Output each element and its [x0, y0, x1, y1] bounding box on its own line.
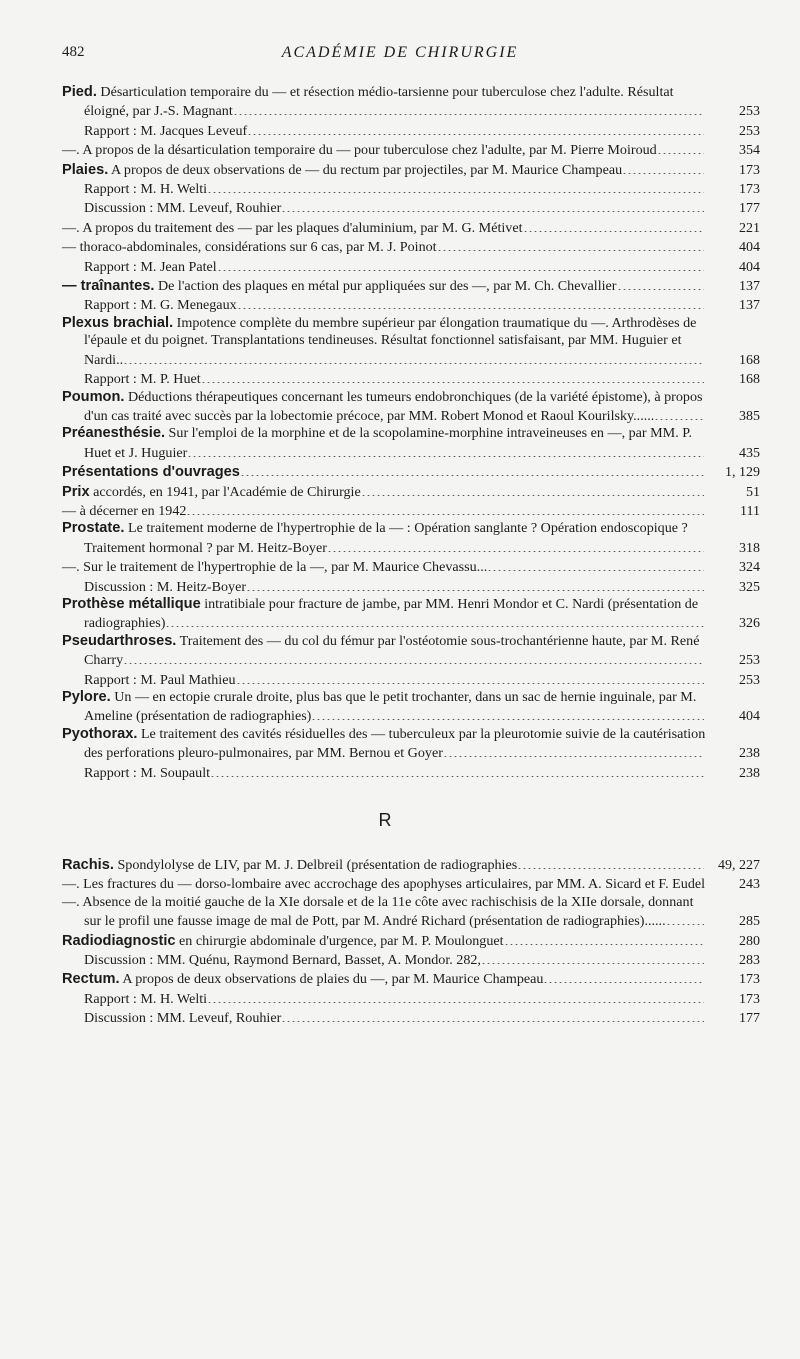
dot-leader — [207, 179, 704, 193]
entry-heading: Plaies. — [62, 161, 109, 178]
entry-page-number: 253 — [739, 672, 760, 688]
entry-text: Spondylolyse de LIV, par M. J. Delbreil (présentation de radiographies — [113, 857, 518, 874]
index-entry — [62, 257, 768, 276]
entry-text: Discussion : MM. Leveuf, Rouhier — [84, 1010, 282, 1027]
entry-text: Discussion : M. Heitz-Boyer — [84, 578, 247, 595]
entry-text: Rapport : M. Paul Mathieu — [84, 671, 236, 688]
entry-text: —. A propos du traitement des — par les plaques d'aluminium, par M. G. Métivet — [62, 219, 523, 236]
dot-leader — [233, 101, 704, 115]
entry-text: Rapport : M. Jacques Leveuf — [84, 122, 248, 139]
entry-text: —. A propos de la désarticulation temporaire du — pour tuberculose chez l'adulte, par M. Pierre Moiroud — [62, 142, 657, 159]
index-entry — [62, 425, 768, 462]
dot-leader — [281, 198, 704, 212]
dot-leader — [207, 989, 704, 1003]
dot-leader — [217, 257, 704, 271]
entry-page-number: 354 — [739, 143, 760, 159]
entry-text: A propos de deux observations de — du rectum par projectiles, par M. Maurice Champeau — [108, 161, 623, 178]
subject-index — [62, 84, 768, 1028]
index-entry — [62, 874, 768, 893]
index-entry — [62, 237, 768, 256]
entry-page-number: 325 — [739, 579, 760, 595]
index-entry — [62, 84, 768, 121]
index-entry — [62, 596, 768, 633]
entry-text: Traitement des — du col du fémur par l'ostéotomie sous-trochantérienne haute, par M. René Charry — [84, 632, 700, 669]
entry-text: — à décerner en 1942 — [62, 502, 187, 519]
index-entry — [62, 989, 768, 1008]
dot-leader — [201, 369, 704, 383]
index-entry — [62, 462, 768, 481]
entry-page-number: 168 — [739, 372, 760, 388]
index-entry — [62, 557, 768, 576]
entry-text: —. Sur le traitement de l'hypertrophie de la —, par M. Maurice Chevassu... — [62, 559, 488, 576]
entry-heading: Prothèse métallique — [62, 595, 201, 612]
entry-text: accordés, en 1941, par l'Académie de Chirurgie — [89, 483, 361, 500]
dot-leader — [236, 670, 705, 684]
entry-page-number: 404 — [739, 240, 760, 256]
dot-leader — [622, 160, 704, 174]
index-section-p — [62, 84, 768, 782]
entry-heading: Pseudarthroses. — [62, 632, 177, 649]
index-entry — [62, 931, 768, 950]
entry-page-number: 283 — [739, 953, 760, 969]
dot-leader — [165, 613, 704, 627]
index-entry — [62, 315, 768, 369]
entry-page-number: 404 — [739, 709, 760, 725]
entry-heading: Rectum. — [62, 971, 120, 988]
entry-heading: Plexus brachial. — [62, 314, 174, 331]
entry-heading: Prostate. — [62, 520, 125, 537]
index-entry — [62, 950, 768, 969]
dot-leader — [123, 650, 704, 664]
page-number: 482 — [62, 44, 85, 60]
index-entry — [62, 276, 768, 295]
entry-heading: Radiodiagnostic — [62, 932, 176, 949]
entry-text: en chirurgie abdominale d'urgence, par M. P. Moulonguet — [175, 932, 504, 949]
index-entry — [62, 689, 768, 726]
entry-text: Rapport : M. P. Huet — [84, 371, 201, 388]
dot-leader — [523, 218, 704, 232]
entry-text: Discussion : MM. Quénu, Raymond Bernard, Basset, A. Mondor. 282, — [84, 952, 481, 969]
entry-heading: Préanesthésie. — [62, 425, 166, 442]
entry-page-number: 326 — [739, 616, 760, 632]
entry-heading: — traînantes. — [62, 278, 155, 295]
entry-page-number: 285 — [739, 914, 760, 930]
entry-text: Discussion : MM. Leveuf, Rouhier — [84, 200, 282, 217]
entry-page-number: 173 — [739, 991, 760, 1007]
index-entry — [62, 855, 768, 874]
entry-text: Rapport : M. H. Welti — [84, 181, 208, 198]
index-entry — [62, 218, 768, 237]
entry-text: Un — en ectopie crurale droite, plus bas que le petit trochanter, dans un sac de hernie inguinale, par M. Ameline (présentation de radiographies) — [84, 689, 697, 725]
index-entry — [62, 389, 768, 426]
entry-heading: Prix — [62, 483, 90, 500]
entry-page-number: 404 — [739, 259, 760, 275]
entry-text: Rapport : M. Jean Patel — [84, 258, 217, 275]
index-entry — [62, 670, 768, 689]
entry-text: Déductions thérapeutiques concernant les tumeurs endobronchiques (de la variété épistome), à propos d'un cas traité avec succès par la lobectomie précoce, par MM. Robert Monod et Raoul Kourilsky...... — [84, 388, 703, 424]
section-letter-text: R — [378, 810, 392, 831]
index-entry — [62, 894, 768, 931]
dot-leader — [666, 911, 704, 925]
entry-text: Sur l'emploi de la morphine et de la scopolamine-morphine intraveineuses en —, par MM. P. Huet et J. Huguier — [84, 425, 693, 461]
dot-leader — [617, 276, 705, 290]
index-entry — [62, 160, 768, 179]
dot-leader — [311, 706, 704, 720]
index-entry — [62, 633, 768, 670]
entry-page-number: 221 — [739, 220, 760, 236]
entry-text: Le traitement moderne de l'hypertrophie de la — : Opération sanglante ? Opération endoscopique ? Traitement hormonal ? par M. Heitz-Boyer — [84, 520, 688, 556]
entry-page-number: 177 — [739, 201, 760, 217]
entry-page-number: 253 — [739, 653, 760, 669]
entry-text: — thoraco-abdominales, considérations sur 6 cas, par M. J. Poinot — [62, 239, 437, 256]
dot-leader — [186, 501, 704, 515]
index-entry — [62, 726, 768, 763]
index-section-r — [62, 855, 768, 1028]
dot-leader — [327, 538, 704, 552]
entry-page-number: 253 — [739, 104, 760, 120]
entry-page-number: 168 — [739, 352, 760, 368]
dot-leader — [187, 443, 704, 457]
dot-leader — [123, 350, 704, 364]
entry-page-number: 318 — [739, 540, 760, 556]
index-entry — [62, 763, 768, 782]
index-entry — [62, 577, 768, 596]
index-entry — [62, 1008, 768, 1027]
dot-leader — [543, 969, 704, 983]
entry-page-number: 51 — [746, 484, 760, 500]
dot-leader — [654, 406, 704, 420]
entry-page-number: 238 — [739, 765, 760, 781]
index-entry — [62, 295, 768, 314]
running-head — [62, 44, 738, 66]
dot-leader — [281, 1008, 704, 1022]
entry-heading: Pyothorax. — [62, 725, 138, 742]
entry-page-number: 111 — [740, 503, 760, 519]
entry-page-number: 238 — [739, 746, 760, 762]
index-entry — [62, 179, 768, 198]
entry-text: —. Absence de la moitié gauche de la XIe dorsale et de la 11e côte avec rachischisis de la XIIe dorsale, donnant sur le profil une fausse image de mal de Pott, par M. André Richard (présentation de radiographies)...... — [62, 893, 694, 930]
entry-heading: Pied. — [62, 84, 97, 100]
entry-page-number: 49, 227 — [718, 858, 760, 874]
entry-text: Rapport : M. H. Welti — [84, 990, 208, 1007]
index-entry — [62, 482, 768, 501]
index-entry — [62, 198, 768, 217]
entry-page-number: 137 — [739, 279, 760, 295]
entry-page-number: 243 — [739, 877, 760, 893]
index-entry — [62, 140, 768, 159]
dot-leader — [237, 295, 704, 309]
entry-page-number: 385 — [739, 408, 760, 424]
entry-heading: Pylore. — [62, 689, 111, 705]
entry-text: —. Les fractures du — dorso-lombaire avec accrochage des apophyses articulaires, par MM. A. Sicard et F. Eudel — [62, 876, 706, 893]
entry-page-number: 173 — [739, 162, 760, 178]
dot-leader — [481, 950, 704, 964]
journal-title: ACADÉMIE DE CHIRURGIE — [281, 44, 519, 61]
index-entry — [62, 369, 768, 388]
entry-page-number: 173 — [739, 972, 760, 988]
entry-page-number: 253 — [739, 123, 760, 139]
entry-page-number: 177 — [739, 1011, 760, 1027]
dot-leader — [517, 855, 704, 869]
entry-page-number: 137 — [739, 298, 760, 314]
index-entry — [62, 520, 768, 557]
dot-leader — [443, 743, 704, 757]
dot-leader — [437, 237, 704, 251]
index-entry — [62, 969, 768, 988]
dot-leader — [247, 121, 704, 135]
entry-page-number: 1, 129 — [725, 465, 760, 481]
entry-text: De l'action des plaques en métal pur appliquées sur des —, par M. Ch. Chevallier — [154, 278, 617, 295]
dot-leader — [246, 577, 704, 591]
dot-leader — [240, 462, 704, 476]
entry-heading: Rachis. — [62, 857, 114, 874]
entry-text: Impotence complète du membre supérieur par élongation traumatique du —. Arthrodèses de l'épaule et du poignet. Transplantations tendineuses. Résultat fonctionnel satisfaisant, par MM. Huguier et Nardi.. — [84, 314, 697, 368]
entry-heading: Poumon. — [62, 388, 125, 405]
entry-text: A propos de deux observations de plaies du —, par M. Maurice Champeau — [119, 971, 544, 988]
section-letter — [62, 810, 768, 831]
dot-leader — [487, 557, 704, 571]
entry-page-number: 324 — [739, 560, 760, 576]
entry-page-number: 173 — [739, 182, 760, 198]
entry-page-number: 435 — [739, 445, 760, 461]
index-entry — [62, 501, 768, 520]
dot-leader — [210, 763, 704, 777]
index-entry — [62, 121, 768, 140]
entry-text: Rapport : M. G. Menegaux — [84, 297, 237, 314]
dot-leader — [361, 482, 704, 496]
entry-heading: Présentations d'ouvrages — [62, 464, 240, 481]
entry-text: Rapport : M. Soupault — [84, 764, 211, 781]
entry-page-number: 280 — [739, 933, 760, 949]
dot-leader — [657, 140, 704, 154]
dot-leader — [504, 931, 704, 945]
entry-text: Le traitement des cavités résiduelles des — tuberculeux par la pleurotomie suivie de la cautérisation des perforations pleuro-pulmonaires, par MM. Bernou et Goyer — [84, 725, 706, 762]
entry-text: intratibiale pour fracture de jambe, par MM. Henri Mondor et C. Nardi (présentation de radiographies) — [84, 595, 699, 632]
entry-text: Désarticulation temporaire du — et résection médio-tarsienne pour tuberculose chez l'adulte. Résultat éloigné, par J.-S. Magnant — [84, 84, 674, 120]
